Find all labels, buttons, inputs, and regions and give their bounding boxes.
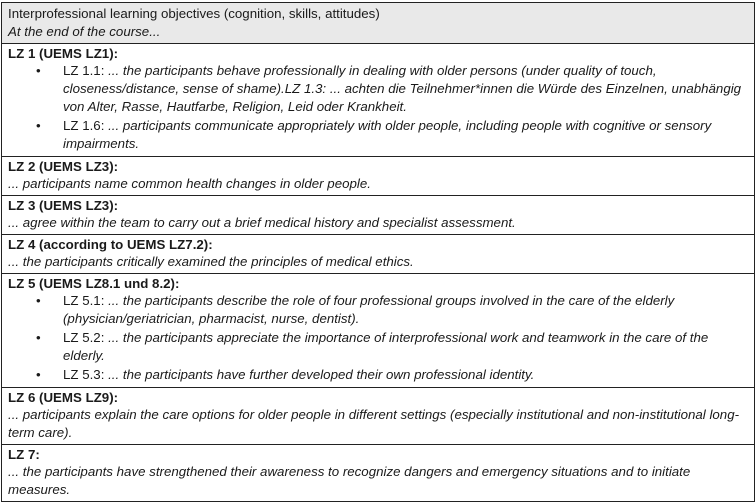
item-code: LZ 5.2:: [63, 330, 109, 345]
row-title: LZ 1 (UEMS LZ1):: [8, 46, 119, 61]
table-subtitle: At the end of the course...: [8, 24, 161, 39]
item-code: LZ 1.1:: [63, 63, 109, 78]
objective-row-lz1: [1, 44, 755, 156]
row-title: LZ 3 (UEMS LZ3):: [8, 198, 119, 213]
objective-row-lz4: [1, 234, 755, 273]
item-code: LZ 1.6:: [63, 118, 109, 133]
item-text: ... participants communicate appropriately with older people, including people with cognitive or sensory impairments.: [63, 118, 712, 151]
table-title: Interprofessional learning objectives (cognition, skills, attitudes): [8, 6, 380, 21]
list-item: [8, 117, 748, 153]
item-text: ... the participants describe the role of four professional groups involved in the care of the elderly (physician/geriatrician, pharmacist, nurse, dentist).: [63, 293, 675, 326]
objective-list: [8, 62, 748, 153]
objective-row-lz3: [1, 195, 755, 234]
item-code: LZ 5.1:: [63, 293, 109, 308]
objective-list: [8, 292, 748, 384]
row-description: ... the participants critically examined the principles of medical ethics.: [8, 254, 414, 269]
row-title: LZ 2 (UEMS LZ3):: [8, 159, 119, 174]
row-title: LZ 6 (UEMS LZ9):: [8, 390, 119, 405]
objective-row-lz5: [1, 273, 755, 387]
learning-objectives-table: [1, 2, 755, 502]
item-text: ... the participants have further developed their own professional identity.: [108, 367, 535, 382]
list-item: [8, 366, 748, 384]
row-description: ... participants name common health changes in older people.: [8, 176, 371, 191]
row-title: LZ 4 (according to UEMS LZ7.2):: [8, 237, 213, 252]
objective-row-lz6: [1, 387, 755, 444]
row-description: ... the participants have strengthened their awareness to recognize dangers and emergency situations and to initiate measures.: [8, 464, 691, 497]
item-code: LZ 5.3:: [63, 367, 109, 382]
list-item: [8, 292, 748, 328]
row-title: LZ 7:: [8, 447, 40, 462]
row-description: ... participants explain the care options for older people in different settings (especially institutional and non-institutional long-term care).: [8, 407, 740, 440]
item-text: ... the participants appreciate the importance of interprofessional work and teamwork in the care of the elderly.: [63, 330, 709, 363]
objective-row-lz7: [1, 444, 755, 502]
objective-row-lz2: [1, 156, 755, 195]
row-description: ... agree within the team to carry out a brief medical history and specialist assessment.: [8, 215, 516, 230]
table-header: [1, 2, 755, 44]
item-text: ... the participants behave professionally in dealing with older persons (under quality of touch, closeness/distance, sense of shame).LZ 1.3: ... achten die Teilnehmer*innen die Würde des Einzelnen, unabhängig von Alter, Rasse, Hautfarbe, Religion, Leid oder Krankheit.: [63, 63, 742, 114]
list-item: [8, 62, 748, 116]
list-item: [8, 329, 748, 365]
row-title: LZ 5 (UEMS LZ8.1 und 8.2):: [8, 276, 180, 291]
